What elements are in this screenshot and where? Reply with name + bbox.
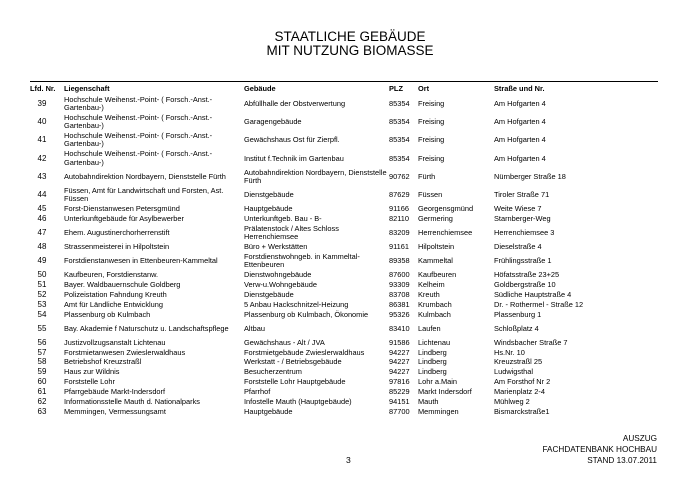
cell-strasse: Windsbacher Straße 7 xyxy=(494,337,568,347)
cell-nr: 48 xyxy=(37,241,47,251)
table-row xyxy=(0,252,700,270)
table-row xyxy=(0,358,700,368)
document-title-line2: MIT NUTZUNG BIOMASSE xyxy=(266,43,434,58)
table-row xyxy=(0,280,700,290)
cell-strasse: Bismarckstraße1 xyxy=(494,406,550,416)
cell-nr: 62 xyxy=(37,396,47,406)
cell-nr: 61 xyxy=(37,387,47,397)
cell-strasse: Dieselstraße 4 xyxy=(494,241,542,251)
cell-nr: 57 xyxy=(37,347,47,357)
cell-liegenschaft: Füssen, Amt für Landwirtschaft und Forsten, Ast. Füssen xyxy=(64,185,224,204)
cell-plz: 94227 xyxy=(389,367,410,377)
cell-gebaeude: Gewächshaus Ost für Zierpfl. xyxy=(244,135,340,145)
cell-nr: 40 xyxy=(37,117,47,127)
table-row xyxy=(0,387,700,397)
cell-liegenschaft: Justizvollzugsanstalt Lichtenau xyxy=(64,337,166,347)
cell-ort: Markt Indersdorf xyxy=(418,387,472,397)
cell-strasse: Höfatsstraße 23+25 xyxy=(494,269,560,279)
cell-liegenschaft: Polizeistation Fahndung Kreuth xyxy=(64,289,167,299)
cell-gebaeude: Forstmietgebäude Zwieslerwaldhaus xyxy=(244,347,365,357)
cell-ort: Fürth xyxy=(418,171,436,181)
cell-liegenschaft: Hochschule Weihenst.-Point- ( Forsch.-Anst.-Gartenbau-) xyxy=(64,131,213,149)
cell-strasse: Weite Wiese 7 xyxy=(494,203,542,213)
cell-nr: 47 xyxy=(37,227,47,237)
cell-ort: Lichtenau xyxy=(418,337,451,347)
cell-ort: Lindberg xyxy=(418,367,447,377)
table-row xyxy=(0,377,700,387)
footer-extract-label: AUSZUG xyxy=(622,434,657,443)
cell-plz: 83410 xyxy=(389,323,410,333)
cell-liegenschaft: Strassenmeisterei in Hilpoltstein xyxy=(64,241,170,251)
cell-plz: 85229 xyxy=(389,387,410,397)
cell-liegenschaft: Forstdienstanwesen in Ettenbeuren-Kammeltal xyxy=(64,255,218,265)
cell-strasse: Mühlweg 2 xyxy=(494,396,530,406)
table-row xyxy=(0,131,700,149)
cell-gebaeude: Verw-u.Wohngebäude xyxy=(244,279,317,289)
header-nr: Lfd. Nr. xyxy=(30,84,56,93)
table-row xyxy=(0,242,700,252)
cell-plz: 90762 xyxy=(389,171,410,181)
footer-date-label: STAND 13.07.2011 xyxy=(587,456,657,465)
cell-plz: 89358 xyxy=(389,255,410,265)
cell-liegenschaft: Pfarrgebäude Markt-Indersdorf xyxy=(64,387,166,397)
table-row xyxy=(0,348,700,358)
cell-nr: 41 xyxy=(37,135,47,145)
cell-plz: 85354 xyxy=(389,117,410,127)
cell-liegenschaft: Hochschule Weihenst.-Point- ( Forsch.-Anst.-Gartenbau-) xyxy=(64,94,213,113)
cell-nr: 60 xyxy=(37,377,47,387)
cell-plz: 83209 xyxy=(389,227,410,237)
cell-nr: 49 xyxy=(37,255,47,265)
cell-nr: 51 xyxy=(37,279,47,289)
cell-ort: Mauth xyxy=(418,396,439,406)
cell-plz: 94227 xyxy=(389,347,410,357)
table-row xyxy=(0,300,700,310)
cell-gebaeude: Plassenburg ob Kulmbach, Ökonomie xyxy=(244,309,369,319)
cell-gebaeude: Infostelle Mauth (Hauptgebäude) xyxy=(244,396,352,406)
cell-nr: 56 xyxy=(37,337,47,347)
cell-nr: 46 xyxy=(37,213,47,223)
cell-liegenschaft: Informationsstelle Mauth d. Nationalparks xyxy=(64,396,200,406)
cell-gebaeude: Dienstgebäude xyxy=(244,189,294,199)
table-row xyxy=(0,95,700,113)
cell-nr: 63 xyxy=(37,406,47,416)
cell-plz: 95326 xyxy=(389,309,410,319)
cell-nr: 59 xyxy=(37,367,47,377)
header-strasse: Straße und Nr. xyxy=(494,84,545,93)
table-row xyxy=(0,204,700,214)
table-row xyxy=(0,214,700,224)
cell-ort: Lindberg xyxy=(418,357,447,367)
cell-gebaeude: Forststelle Lohr Hauptgebäude xyxy=(244,377,346,387)
cell-ort: Laufen xyxy=(418,323,441,333)
cell-strasse: Am Hofgarten 4 xyxy=(494,117,546,127)
cell-strasse: Kreuzstraßl 25 xyxy=(494,357,543,367)
cell-gebaeude: Prälatenstock / Altes Schloss Herrenchiemsee xyxy=(244,223,339,241)
cell-ort: Freising xyxy=(418,117,445,127)
cell-strasse: Frühlingsstraße 1 xyxy=(494,255,552,265)
cell-strasse: Marienplatz 2-4 xyxy=(494,387,545,397)
cell-strasse: Am Hofgarten 4 xyxy=(494,135,546,145)
cell-liegenschaft: Hochschule Weihenst.-Point- ( Forsch.-Anst.-Gartenbau-) xyxy=(64,112,213,131)
cell-liegenschaft: Bayer. Waldbauernschule Goldberg xyxy=(64,279,181,289)
cell-plz: 87600 xyxy=(389,269,410,279)
header-rule xyxy=(30,81,658,82)
cell-liegenschaft: Unterkunftgebäude für Asylbewerber xyxy=(64,213,184,223)
cell-liegenschaft: Hochschule Weihenst.-Point- ( Forsch.-Anst.-Gartenbau-) xyxy=(64,149,213,167)
cell-nr: 53 xyxy=(37,299,47,309)
table-row xyxy=(0,186,700,204)
cell-gebaeude: 5 Anbau Hackschnitzel-Heizung xyxy=(244,299,349,309)
table-row xyxy=(0,338,700,348)
cell-liegenschaft: Forststelle Lohr xyxy=(64,377,115,387)
table-row xyxy=(0,150,700,168)
cell-liegenschaft: Bay. Akademie f Naturschutz u. Landschaftspflege xyxy=(64,323,229,333)
cell-liegenschaft: Amt für Ländliche Entwicklung xyxy=(64,299,164,309)
table-row xyxy=(0,168,700,186)
cell-ort: Kelheim xyxy=(418,279,445,289)
table-row xyxy=(0,224,700,242)
cell-ort: Freising xyxy=(418,98,445,108)
cell-strasse: Ludwigsthal xyxy=(494,367,534,377)
cell-liegenschaft: Ehem. Augustinerchorherrenstift xyxy=(64,227,170,237)
cell-plz: 94151 xyxy=(389,396,410,406)
cell-strasse: Goldbergstraße 10 xyxy=(494,279,556,289)
cell-nr: 42 xyxy=(37,153,47,163)
cell-strasse: Am Forsthof Nr 2 xyxy=(494,377,551,387)
cell-gebaeude: Werkstatt - / Betriebsgebäude xyxy=(244,357,342,367)
cell-gebaeude: Altbau xyxy=(244,323,265,333)
cell-gebaeude: Gewächshaus - Alt / JVA xyxy=(244,337,325,347)
table-row xyxy=(0,113,700,131)
cell-plz: 87629 xyxy=(389,189,410,199)
cell-nr: 44 xyxy=(37,189,47,199)
cell-gebaeude: Forstdienstwohngeb. in Kammeltal-Ettenbeuren xyxy=(244,251,360,270)
cell-strasse: Dr. - Rothermel - Straße 12 xyxy=(494,299,584,309)
cell-liegenschaft: Plassenburg ob Kulmbach xyxy=(64,309,151,319)
cell-strasse: Plassenburg 1 xyxy=(494,309,542,319)
cell-ort: Lindberg xyxy=(418,347,447,357)
cell-ort: Herrenchiemsee xyxy=(418,227,473,237)
footer-database-label: FACHDATENBANK HOCHBAU xyxy=(542,445,657,454)
cell-plz: 91586 xyxy=(389,337,410,347)
cell-gebaeude: Autobahndirektion Nordbayern, Dienststelle Fürth xyxy=(244,167,387,185)
cell-nr: 54 xyxy=(37,309,47,319)
cell-gebaeude: Unterkunftgeb. Bau - B- xyxy=(244,213,322,223)
cell-gebaeude: Institut f.Technik im Gartenbau xyxy=(244,153,344,163)
cell-strasse: Am Hofgarten 4 xyxy=(494,153,546,163)
cell-gebaeude: Dienstwohngebäude xyxy=(244,269,312,279)
table-row xyxy=(0,320,700,338)
cell-liegenschaft: Autobahndirektion Nordbayern, Dienststelle Fürth xyxy=(64,171,226,181)
cell-plz: 94227 xyxy=(389,357,410,367)
cell-plz: 85354 xyxy=(389,98,410,108)
cell-nr: 58 xyxy=(37,357,47,367)
cell-ort: Freising xyxy=(418,135,445,145)
header-ort: Ort xyxy=(418,84,430,93)
cell-strasse: Nürnberger Straße 18 xyxy=(494,171,566,181)
cell-plz: 93309 xyxy=(389,279,410,289)
table-row xyxy=(0,397,700,407)
cell-liegenschaft: Memmingen, Vermessungsamt xyxy=(64,406,166,416)
cell-strasse: Schloßplatz 4 xyxy=(494,323,539,333)
cell-ort: Füssen xyxy=(418,189,443,199)
cell-gebaeude: Garagengebäude xyxy=(244,117,302,127)
cell-ort: Kammeltal xyxy=(418,255,453,265)
header-plz: PLZ xyxy=(389,84,403,93)
cell-gebaeude: Dienstgebäude xyxy=(244,289,294,299)
cell-strasse: Herrenchiemsee 3 xyxy=(494,227,555,237)
cell-ort: Georgensgmünd xyxy=(418,203,474,213)
table-row xyxy=(0,407,700,417)
cell-plz: 85354 xyxy=(389,153,410,163)
cell-strasse: Hs.Nr. 10 xyxy=(494,347,525,357)
cell-plz: 97816 xyxy=(389,377,410,387)
cell-ort: Lohr a.Main xyxy=(418,377,458,387)
cell-nr: 55 xyxy=(37,323,47,333)
cell-plz: 87700 xyxy=(389,406,410,416)
cell-liegenschaft: Forstmietanwesen Zwieslerwaldhaus xyxy=(64,347,186,357)
cell-plz: 85354 xyxy=(389,135,410,145)
cell-gebaeude: Hauptgebäude xyxy=(244,406,293,416)
table-row xyxy=(0,290,700,300)
cell-ort: Kaufbeuren xyxy=(418,269,457,279)
page-number: 3 xyxy=(346,455,351,465)
cell-liegenschaft: Forst-Dienstanwesen Petersgmünd xyxy=(64,203,180,213)
table-row xyxy=(0,367,700,377)
cell-nr: 52 xyxy=(37,289,47,299)
cell-strasse: Tiroler Straße 71 xyxy=(494,189,550,199)
header-gebaeude: Gebäude xyxy=(244,84,276,93)
cell-plz: 91161 xyxy=(389,241,410,251)
cell-ort: Germering xyxy=(418,213,453,223)
cell-ort: Kulmbach xyxy=(418,309,451,319)
cell-nr: 45 xyxy=(37,203,47,213)
table-body xyxy=(0,95,700,417)
cell-ort: Hilpoltstein xyxy=(418,241,455,251)
cell-ort: Memmingen xyxy=(418,406,459,416)
cell-strasse: Am Hofgarten 4 xyxy=(494,98,546,108)
cell-gebaeude: Abfüllhalle der Obstverwertung xyxy=(244,98,346,108)
cell-liegenschaft: Kaufbeuren, Forstdienstanw. xyxy=(64,269,159,279)
cell-plz: 82110 xyxy=(389,213,410,223)
cell-nr: 43 xyxy=(37,171,47,181)
header-liegenschaft: Liegenschaft xyxy=(64,84,110,93)
cell-nr: 50 xyxy=(37,269,47,279)
cell-ort: Krumbach xyxy=(418,299,452,309)
cell-gebaeude: Hauptgebäude xyxy=(244,203,293,213)
cell-gebaeude: Besucherzentrum xyxy=(244,367,302,377)
cell-strasse: Starnberger-Weg xyxy=(494,213,551,223)
table-row xyxy=(0,310,700,320)
document-title-line1: STAATLICHE GEBÄUDE xyxy=(274,29,426,44)
cell-liegenschaft: Betriebshof Kreuzstraßl xyxy=(64,357,142,367)
table-row xyxy=(0,270,700,280)
cell-plz: 83708 xyxy=(389,289,410,299)
cell-ort: Kreuth xyxy=(418,289,440,299)
cell-gebaeude: Büro + Werkstätten xyxy=(244,241,308,251)
cell-strasse: Südliche Hauptstraße 4 xyxy=(494,289,572,299)
cell-liegenschaft: Haus zur Wildnis xyxy=(64,367,120,377)
cell-nr: 39 xyxy=(37,98,47,108)
cell-plz: 86381 xyxy=(389,299,410,309)
cell-ort: Freising xyxy=(418,153,445,163)
cell-plz: 91166 xyxy=(389,203,410,213)
cell-gebaeude: Pfarrhof xyxy=(244,387,271,397)
